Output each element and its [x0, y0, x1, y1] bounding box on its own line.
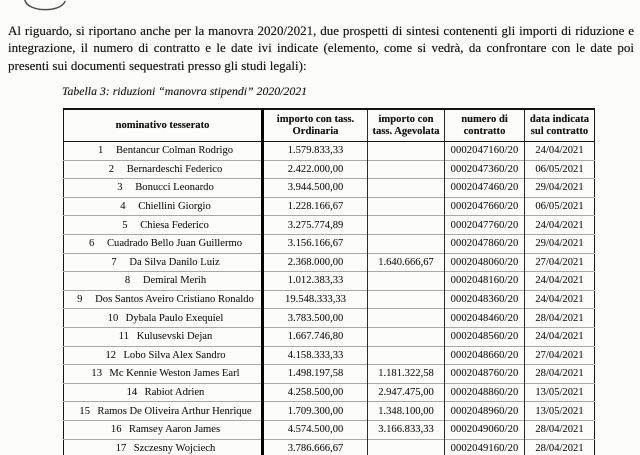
cell-numero-contratto: 0002047660/20: [445, 197, 525, 216]
cell-importo-ordinaria: 3.275.774,89: [263, 216, 368, 235]
cell-data-contratto: 24/04/2021: [525, 290, 595, 309]
cell-numero-contratto: 0002047360/20: [445, 160, 525, 179]
row-number: 14: [126, 387, 138, 399]
cell-player-name: [64, 439, 263, 455]
header-cell-name: [64, 109, 263, 142]
cell-importo-ordinaria: 4.574.500,00: [263, 420, 368, 439]
cell-numero-contratto: 0002047160/20: [445, 142, 525, 161]
cell-importo-ordinaria: 4.158.333,33: [263, 346, 368, 365]
player-name: Demiral Merih: [142, 275, 207, 287]
header-label-line: numero di: [461, 113, 508, 125]
cell-data-contratto: 28/04/2021: [525, 309, 595, 328]
cell-importo-ordinaria: 1.228.166,67: [263, 197, 368, 216]
cell-data-contratto: 24/04/2021: [525, 272, 595, 291]
table-header-row: [64, 109, 595, 142]
table-caption: Tabella 3: riduzioni “manovra stipendi” 2020/2021: [62, 84, 308, 98]
cell-numero-contratto: 0002049160/20: [445, 439, 525, 455]
table-row: [64, 179, 595, 198]
cell-importo-ordinaria: 2.368.000,00: [263, 253, 368, 272]
cell-numero-contratto: 0002048160/20: [445, 272, 525, 291]
pen-stroke-arc-icon: [23, 0, 67, 14]
cell-importo-agevolata: [368, 142, 445, 161]
cell-player-name: [64, 197, 263, 216]
cell-importo-ordinaria: 3.156.166,67: [263, 234, 368, 253]
cell-importo-agevolata: [368, 216, 445, 235]
cell-player-name: [64, 402, 263, 421]
cell-player-name: [64, 160, 263, 179]
header-cell-agevolata: [368, 109, 445, 142]
cell-importo-agevolata: [368, 439, 445, 455]
table-row: [64, 197, 595, 216]
cell-importo-ordinaria: 2.422.000,00: [263, 160, 368, 179]
player-name: Szczesny Wojciech: [133, 442, 216, 454]
row-number: 17: [115, 442, 127, 454]
cell-numero-contratto: 0002047460/20: [445, 179, 525, 198]
table-row: [64, 327, 595, 346]
cell-data-contratto: 29/04/2021: [525, 179, 595, 198]
player-name: Cuadrado Bello Juan Guillermo: [106, 238, 243, 250]
cell-player-name: [64, 327, 263, 346]
cell-data-contratto: 13/05/2021: [525, 402, 595, 421]
cell-importo-agevolata: [368, 346, 445, 365]
cell-numero-contratto: 0002048460/20: [445, 309, 525, 328]
row-number: 16: [110, 424, 122, 436]
header-label-line: data indicata: [529, 113, 590, 125]
cell-numero-contratto: 0002049060/20: [445, 420, 525, 439]
header-label-line: tass. Agevolata: [372, 125, 440, 137]
table-row: [64, 309, 595, 328]
player-name: Ramos De Oliveira Arthur Henrique: [97, 405, 252, 417]
cell-player-name: [64, 383, 263, 402]
cell-data-contratto: 24/04/2021: [525, 216, 595, 235]
cell-importo-ordinaria: 3.944.500,00: [263, 179, 368, 198]
cell-data-contratto: 28/04/2021: [525, 420, 595, 439]
table-row: [64, 346, 595, 365]
cell-importo-agevolata: 3.166.833,33: [368, 420, 445, 439]
cell-importo-agevolata: [368, 272, 445, 291]
cell-importo-ordinaria: 1.498.197,58: [263, 365, 368, 384]
header-row: [64, 109, 595, 142]
cell-player-name: [64, 216, 263, 235]
cell-importo-agevolata: [368, 309, 445, 328]
header-label-line: sul contratto: [530, 125, 589, 137]
row-number: 8: [124, 275, 131, 287]
table-row: [64, 160, 595, 179]
table-row: [64, 272, 595, 291]
cell-player-name: [64, 234, 263, 253]
table-row: [64, 142, 595, 161]
row-number: 3: [117, 182, 123, 194]
row-number: 4: [120, 201, 126, 213]
player-name: Bentancur Colman Rodrigo: [115, 145, 234, 157]
header-label-line: Ordinaria: [292, 125, 339, 137]
player-name: Dos Santos Aveiro Cristiano Ronaldo: [95, 294, 254, 306]
cell-numero-contratto: 0002048760/20: [445, 365, 525, 384]
table-row: [64, 402, 595, 421]
player-name: Kulusevski Dejan: [136, 331, 213, 343]
cell-importo-ordinaria: 1.579.833,33: [263, 142, 368, 161]
row-number: 7: [111, 256, 117, 268]
cell-numero-contratto: 0002048660/20: [445, 346, 525, 365]
cell-data-contratto: 27/04/2021: [525, 253, 595, 272]
row-number: 11: [118, 331, 129, 343]
cell-importo-agevolata: [368, 290, 445, 309]
cell-data-contratto: 06/05/2021: [525, 160, 595, 179]
header-label-line: nominativo tesserato: [115, 119, 210, 131]
cell-numero-contratto: 0002048860/20: [445, 383, 525, 402]
table-row: [64, 253, 595, 272]
cell-importo-ordinaria: 3.783.500,00: [263, 309, 368, 328]
cell-importo-agevolata: 1.181.322,58: [368, 365, 445, 384]
player-name: Bonucci Leonardo: [135, 182, 214, 194]
header-label-line: importo con tass.: [276, 113, 355, 125]
cell-numero-contratto: 0002048360/20: [445, 290, 525, 309]
player-name: Bernardeschi Federico: [126, 163, 223, 175]
cell-data-contratto: 29/04/2021: [525, 234, 595, 253]
player-name: Mc Kennie Weston James Earl: [109, 368, 240, 380]
cell-importo-agevolata: 2.947.475,00: [368, 383, 445, 402]
cell-importo-agevolata: 1.640.666,67: [368, 253, 445, 272]
cell-importo-ordinaria: 1.667.746,80: [263, 327, 368, 346]
intro-paragraph: Al riguardo, si riportano anche per la manovra 2020/2021, due prospetti di sintesi contenenti gli importi di riduzione e integrazione, il numero di contratto e le date ivi indicate (elemento, come si vedrà, da confrontare con le date poi presenti sui documenti sequestrati presso gli studi legali):: [8, 23, 634, 73]
cell-importo-ordinaria: 4.258.500,00: [263, 383, 368, 402]
cell-player-name: [64, 179, 263, 198]
cell-importo-ordinaria: 3.786.666,67: [263, 439, 368, 455]
table-row: [64, 420, 595, 439]
cell-player-name: [64, 346, 263, 365]
player-name: Chiesa Federico: [140, 219, 209, 231]
cell-importo-agevolata: [368, 179, 445, 198]
cell-data-contratto: 27/04/2021: [525, 346, 595, 365]
cell-data-contratto: 13/05/2021: [525, 383, 595, 402]
player-name: Da Silva Danilo Luiz: [129, 256, 220, 268]
cell-player-name: [64, 309, 263, 328]
row-number: 12: [105, 349, 117, 361]
cell-numero-contratto: 0002048960/20: [445, 402, 525, 421]
cell-importo-ordinaria: 1.012.383,33: [263, 272, 368, 291]
table-body: [64, 142, 595, 455]
row-number: 10: [107, 312, 119, 324]
cell-numero-contratto: 0002047860/20: [445, 234, 525, 253]
player-name: Rabiot Adrien: [144, 387, 205, 399]
cell-player-name: [64, 142, 263, 161]
cell-importo-ordinaria: 19.548.333,33: [263, 290, 368, 309]
header-cell-data: [525, 109, 595, 142]
cell-importo-agevolata: [368, 197, 445, 216]
row-number: 15: [79, 405, 90, 417]
row-number: 2: [108, 163, 114, 175]
header-cell-contratto: [445, 109, 525, 142]
table-row: [64, 216, 595, 235]
cell-numero-contratto: 0002048060/20: [445, 253, 525, 272]
cell-player-name: [64, 290, 263, 309]
player-name: Chiellini Giorgio: [138, 201, 211, 213]
header-label-line: contratto: [463, 125, 506, 137]
row-number: 9: [77, 294, 83, 306]
cell-importo-agevolata: [368, 160, 445, 179]
header-cell-ordinaria: [263, 109, 368, 142]
cell-importo-agevolata: 1.348.100,00: [368, 402, 445, 421]
player-name: Dybala Paulo Exequiel: [125, 312, 224, 324]
cell-numero-contratto: 0002047760/20: [445, 216, 525, 235]
table-row: [64, 383, 595, 402]
player-name: Lobo Silva Alex Sandro: [123, 349, 226, 361]
cell-player-name: [64, 420, 263, 439]
salary-reductions-table: [63, 108, 595, 455]
cell-player-name: [64, 253, 263, 272]
cell-importo-ordinaria: 1.709.300,00: [263, 402, 368, 421]
header-label-line: importo con: [378, 113, 434, 125]
cell-player-name: [64, 365, 263, 384]
table-row: [64, 234, 595, 253]
cell-numero-contratto: 0002048560/20: [445, 327, 525, 346]
cell-data-contratto: 28/04/2021: [525, 439, 595, 455]
table-row: [64, 290, 595, 309]
table-row: [64, 365, 595, 384]
row-number: 13: [91, 368, 102, 380]
table-row: [64, 439, 595, 455]
row-number: 1: [97, 145, 104, 157]
cell-player-name: [64, 272, 263, 291]
cell-data-contratto: 28/04/2021: [525, 365, 595, 384]
cell-importo-agevolata: [368, 234, 445, 253]
row-number: 6: [88, 238, 95, 250]
row-number: 5: [122, 219, 128, 231]
cell-data-contratto: 24/04/2021: [525, 142, 595, 161]
cell-importo-agevolata: [368, 327, 445, 346]
player-name: Ramsey Aaron James: [128, 424, 221, 436]
cell-data-contratto: 06/05/2021: [525, 197, 595, 216]
cell-data-contratto: 24/04/2021: [525, 327, 595, 346]
